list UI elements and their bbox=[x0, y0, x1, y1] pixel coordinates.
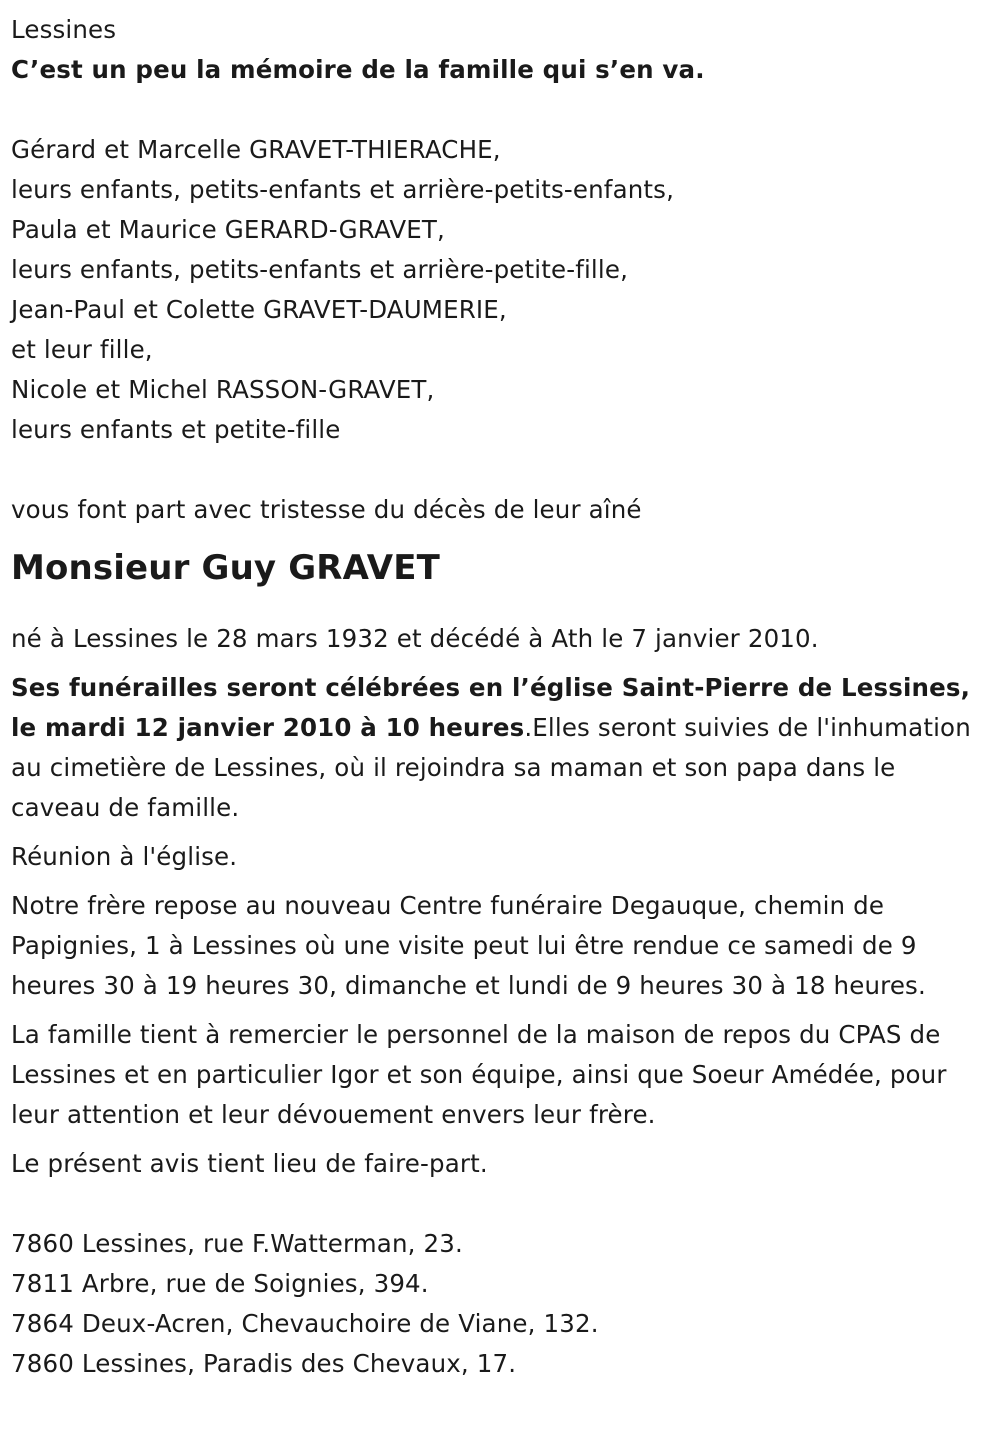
family-line: Nicole et Michel RASSON-GRAVET, bbox=[11, 375, 435, 404]
address-line: 7864 Deux-Acren, Chevauchoire de Viane, 132. bbox=[11, 1309, 599, 1338]
address-line: 7811 Arbre, rue de Soignies, 394. bbox=[11, 1269, 429, 1298]
town-heading: Lessines bbox=[11, 15, 117, 44]
deceased-name: Monsieur Guy GRAVET bbox=[11, 548, 440, 588]
memorial-quote: C’est un peu la mémoire de la famille qui s’en va. bbox=[11, 55, 705, 84]
birth-death-text: né à Lessines le 28 mars 1932 et décédé à Ath le 7 janvier 2010. bbox=[11, 624, 819, 653]
spacer bbox=[11, 90, 988, 130]
family-list bbox=[11, 130, 988, 450]
address-line: 7860 Lessines, rue F.Watterman, 23. bbox=[11, 1229, 463, 1258]
address-list bbox=[11, 1224, 988, 1384]
family-line: leurs enfants et petite-fille bbox=[11, 415, 341, 444]
spacer bbox=[11, 450, 988, 490]
thanks-paragraph: La famille tient à remercier le personnel de la maison de repos du CPAS de Lessines et en particulier Igor et son équipe, ainsi que Soeur Amédée, pour leur attention et leur dévouement envers leur frère. bbox=[11, 1020, 947, 1129]
notice-text: Le présent avis tient lieu de faire-part. bbox=[11, 1149, 488, 1178]
family-line: et leur fille, bbox=[11, 335, 153, 364]
family-line: leurs enfants, petits-enfants et arrière-petits-enfants, bbox=[11, 175, 675, 204]
funeral-paragraph bbox=[11, 668, 988, 828]
family-line: Jean-Paul et Colette GRAVET-DAUMERIE, bbox=[11, 295, 507, 324]
funeral-burial-text: .Elles seront suivies de l'inhumation au cimetière de Lessines, où il rejoindra sa maman et son papa dans le caveau de famille. bbox=[11, 713, 971, 822]
address-line: 7860 Lessines, Paradis des Chevaux, 17. bbox=[11, 1349, 517, 1378]
spacer bbox=[11, 1193, 988, 1224]
visit-paragraph: Notre frère repose au nouveau Centre funéraire Degauque, chemin de Papignies, 1 à Lessines où une visite peut lui être rendue ce samedi de 9 heures 30 à 19 heures 30, dimanche et lundi de 9 heures 30 à 18 heures. bbox=[11, 891, 926, 1000]
funeral-ceremony-bold: Ses funérailles seront célébrées en l’église Saint-Pierre de Lessines, le mardi 12 janvier 2010 à 10 heures bbox=[11, 673, 971, 742]
family-line: leurs enfants, petits-enfants et arrière-petite-fille, bbox=[11, 255, 629, 284]
meeting-text: Réunion à l'église. bbox=[11, 842, 238, 871]
family-line: Paula et Maurice GERARD-GRAVET, bbox=[11, 215, 445, 244]
family-line: Gérard et Marcelle GRAVET-THIERACHE, bbox=[11, 135, 501, 164]
announcement-text: vous font part avec tristesse du décès de leur aîné bbox=[11, 495, 642, 524]
